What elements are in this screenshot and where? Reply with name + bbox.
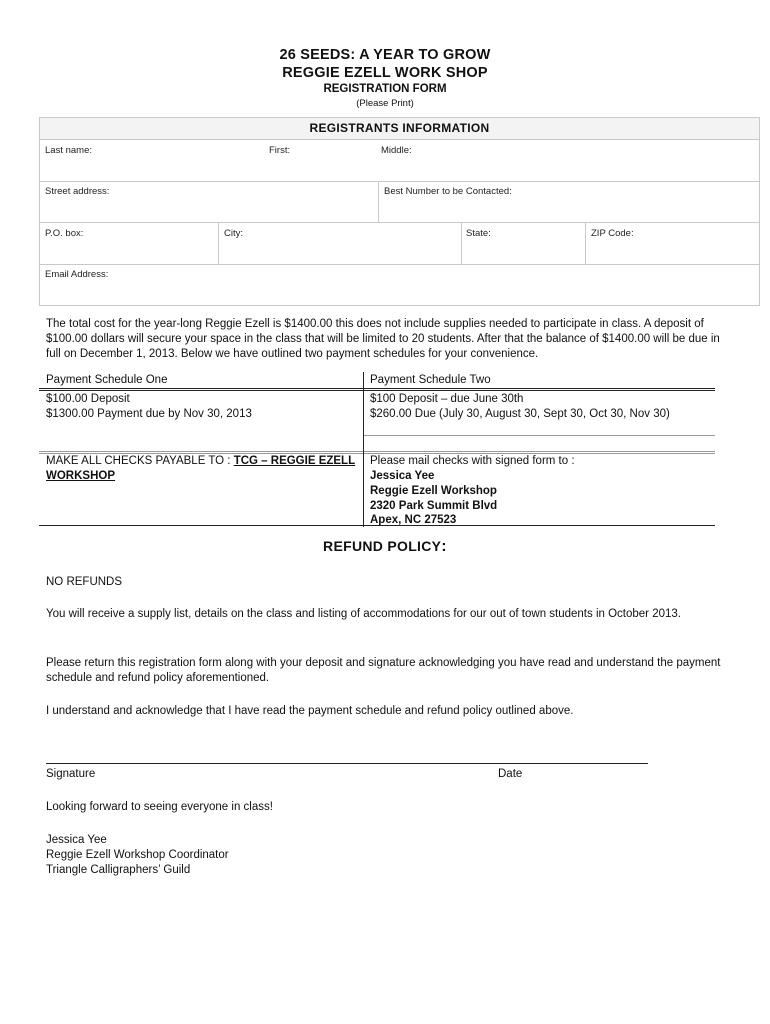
best-number-field[interactable]	[379, 182, 759, 222]
street-address-field[interactable]	[40, 182, 378, 222]
registrants-section	[39, 117, 760, 306]
po-box-label: P.O. box:	[45, 228, 84, 239]
checks-prefix: MAKE ALL CHECKS PAYABLE TO :	[46, 455, 234, 467]
last-name-label: Last name:	[45, 145, 92, 156]
middle-name-label: Middle:	[381, 145, 412, 156]
form-subtitle: REGISTRATION FORM	[323, 83, 447, 95]
city-field[interactable]	[219, 223, 461, 264]
schedule-one-payment: $1300.00 Payment due by Nov 30, 2013	[46, 408, 252, 420]
zip-code-label: ZIP Code:	[591, 228, 634, 239]
first-name-field[interactable]	[268, 140, 380, 181]
mail-name: Jessica Yee	[370, 470, 435, 482]
best-number-label: Best Number to be Contacted:	[384, 186, 512, 197]
document-title-2: REGGIE EZELL WORK SHOP	[282, 65, 488, 81]
registrants-title: REGISTRANTS INFORMATION	[40, 118, 759, 140]
print-note: (Please Print)	[356, 98, 414, 109]
state-field[interactable]	[462, 223, 585, 264]
last-name-field[interactable]	[40, 140, 268, 181]
signature-label: Signature	[46, 768, 96, 780]
schedule-one-deposit: $100.00 Deposit	[46, 393, 130, 405]
mail-street: 2320 Park Summit Blvd	[370, 500, 498, 512]
refund-policy-heading	[0, 538, 770, 556]
schedule-two-deposit: $100 Deposit – due June 30th	[370, 393, 524, 405]
guild-name: Triangle Calligraphers’ Guild	[46, 864, 191, 876]
refund-policy-title: REFUND POLICY	[323, 538, 442, 554]
cost-paragraph: The total cost for the year-long Reggie Ezell is $1400.00 this does not include supplies needed to participate in class. A deposit of $100.00 dollars will secure your space in the class that will be limited to 20 students. After that the balance of $1400.00 will be due in full on December 1, 2013. Below we have outlined two payment schedules for your convenience.	[46, 318, 720, 360]
mail-city: Apex, NC 27523	[370, 514, 457, 526]
coordinator-title: Reggie Ezell Workshop Coordinator	[46, 849, 229, 861]
middle-name-field[interactable]	[380, 140, 759, 181]
checks-payee: TCG – REGGIE EZELL WORKSHOP	[46, 455, 356, 482]
state-label: State:	[466, 228, 491, 239]
no-refunds: NO REFUNDS	[46, 576, 123, 588]
mail-org: Reggie Ezell Workshop	[370, 485, 497, 497]
po-box-field[interactable]	[40, 223, 218, 264]
zip-code-field[interactable]	[586, 223, 759, 264]
document-title: 26 SEEDS: A YEAR TO GROW	[279, 47, 491, 63]
acknowledgement: I understand and acknowledge that I have read the payment schedule and refund policy outlined above.	[46, 705, 574, 717]
supply-list-note: You will receive a supply list, details on the class and listing of accommodations for our out of town students in October 2013.	[46, 608, 681, 620]
schedule-one-title: Payment Schedule One	[46, 374, 168, 386]
email-label: Email Address:	[45, 269, 109, 280]
signature-line[interactable]	[46, 763, 648, 764]
coordinator-name: Jessica Yee	[46, 834, 107, 846]
first-name-label: First:	[269, 145, 291, 156]
date-label: Date	[498, 768, 523, 780]
schedule-two-payments: $260.00 Due (July 30, August 30, Sept 30, Oct 30, Nov 30)	[370, 408, 670, 420]
payment-schedule-table	[39, 372, 715, 527]
return-form-note: Please return this registration form along with your deposit and signature acknowledging you have read and understand the payment schedule and refund policy aforementioned.	[46, 657, 721, 684]
checks-payable-note	[46, 454, 358, 484]
schedule-two-title: Payment Schedule Two	[370, 374, 491, 386]
city-label: City:	[224, 228, 243, 239]
refund-policy-colon: :	[441, 538, 447, 555]
email-field[interactable]	[40, 265, 759, 305]
closing-line: Looking forward to seeing everyone in class!	[46, 801, 273, 813]
mail-intro: Please mail checks with signed form to :	[370, 455, 575, 467]
street-address-label: Street address:	[45, 186, 110, 197]
